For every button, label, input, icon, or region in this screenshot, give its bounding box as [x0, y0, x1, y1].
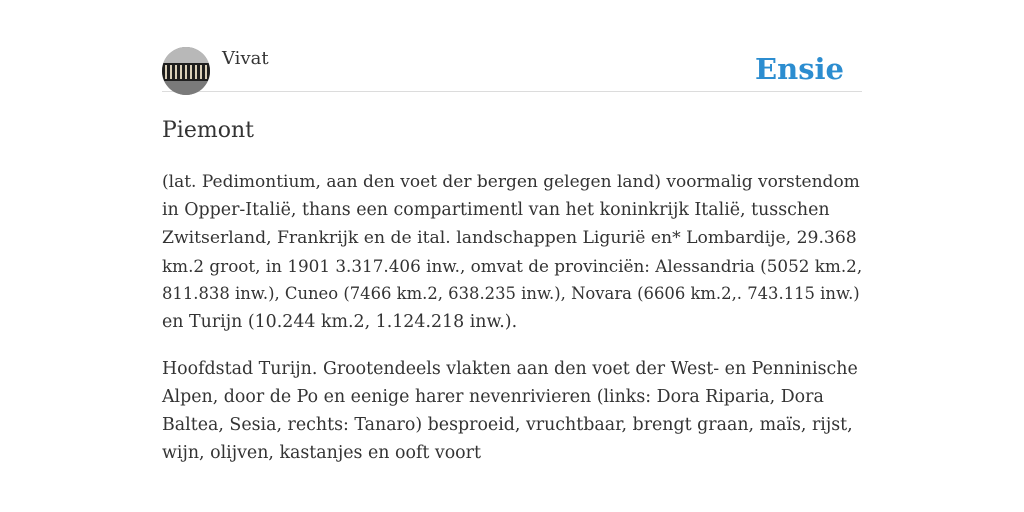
- author-name[interactable]: Vivat: [222, 48, 269, 69]
- paragraph-line: in Opper-Italië, thans een compartimentl van het koninkrijk Italië, tusschen: [162, 200, 830, 220]
- author-avatar[interactable]: [162, 47, 210, 95]
- paragraph-line: Baltea, Sesia, rechts: Tanaro) besproeid, vruchtbaar, brengt graan, maïs, rijst,: [162, 415, 853, 435]
- paragraph-line: km.2 groot, in 1901 3.317.406 inw., omvat de provinciën: Alessandria (5052 km.2,: [162, 256, 863, 276]
- article-title: Piemont: [162, 118, 254, 143]
- paragraph-line: 811.838 inw.), Cuneo (7466 km.2, 638.235 inw.), Novara (6606 km.2,. 743.115 inw.): [162, 284, 860, 303]
- article-paragraph: [162, 168, 862, 336]
- paragraph-line: (lat. Pedimontium, aan den voet der bergen gelegen land) voormalig vorstendom: [162, 172, 860, 192]
- article-card: [162, 46, 862, 467]
- site-logo[interactable]: Ensie: [755, 52, 844, 86]
- paragraph-line: Zwitserland, Frankrijk en de ital. landschappen Ligurië en* Lombardije, 29.368: [162, 228, 857, 248]
- paragraph-line: Hoofdstad Turijn. Grootendeels vlakten aan den voet der West- en Penninische: [162, 359, 858, 379]
- paragraph-line: wijn, olijven, kastanjes en ooft voort: [162, 443, 481, 463]
- paragraph-line: Alpen, door de Po en eenige harer nevenrivieren (links: Dora Riparia, Dora: [162, 387, 824, 407]
- article-paragraph: [162, 355, 862, 467]
- header: [162, 46, 862, 92]
- paragraph-line: en Turijn (10.244 km.2, 1.124.218 inw.).: [162, 312, 518, 332]
